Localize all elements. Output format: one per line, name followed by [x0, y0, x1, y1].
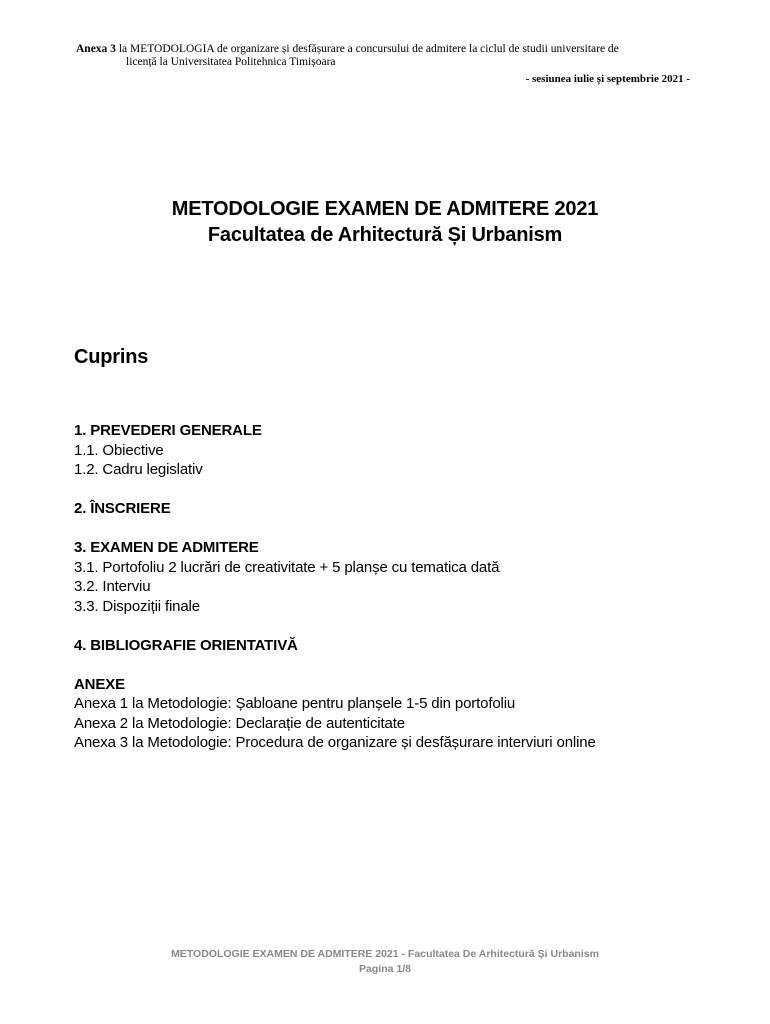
toc-section-title: 2. ÎNSCRIERE	[74, 500, 171, 517]
toc-entry: 3.2. Interviu	[74, 578, 151, 595]
page-footer	[0, 947, 770, 977]
toc-heading: Cuprins	[74, 346, 149, 368]
toc-section-title: 1. PREVEDERI GENERALE	[74, 422, 262, 439]
header-line-1-text: la METODOLOGIA de organizare și desfășurare a concursului de admitere la ciclul de studii universitare de	[115, 43, 619, 55]
document-title	[0, 196, 770, 248]
toc-section	[74, 421, 714, 480]
toc-entry: Anexa 1 la Metodologie: Șabloane pentru planșele 1-5 din portofoliu	[74, 695, 516, 712]
header-line-2: licență la Universitatea Politehnica Timișoara	[126, 56, 336, 68]
page-number: Pagina 1/8	[359, 963, 411, 975]
session-label: - sesiunea iulie și septembrie 2021 -	[525, 73, 690, 85]
toc-entry: 3.3. Dispoziții finale	[74, 597, 200, 615]
header-line-1	[76, 43, 619, 56]
table-of-contents	[74, 421, 714, 753]
toc-section-title: ANEXE	[74, 675, 125, 693]
toc-entry: Anexa 3 la Metodologie: Procedura de organizare și desfășurare interviuri online	[74, 734, 596, 751]
toc-section	[74, 499, 714, 519]
toc-entry: 3.1. Portofoliu 2 lucrări de creativitate + 5 planșe cu tematica dată	[74, 558, 500, 576]
toc-section-title: 4. BIBLIOGRAFIE ORIENTATIVĂ	[74, 636, 298, 654]
toc-section	[74, 636, 714, 656]
title-line-1: METODOLOGIE EXAMEN DE ADMITERE 2021	[171, 198, 599, 220]
toc-section-title: 3. EXAMEN DE ADMITERE	[74, 539, 259, 556]
toc-entry: 1.2. Cadru legislativ	[74, 461, 203, 478]
toc-section	[74, 538, 714, 616]
toc-section	[74, 675, 714, 753]
toc-entry: 1.1. Obiective	[74, 441, 164, 459]
toc-entry: Anexa 2 la Metodologie: Declarație de autenticitate	[74, 714, 405, 732]
annex-label: Anexa 3	[76, 43, 116, 55]
footer-title: METODOLOGIE EXAMEN DE ADMITERE 2021 - Facultatea De Arhitectură Și Urbanism	[171, 948, 599, 960]
title-line-2: Facultatea de Arhitectură Și Urbanism	[207, 224, 563, 246]
